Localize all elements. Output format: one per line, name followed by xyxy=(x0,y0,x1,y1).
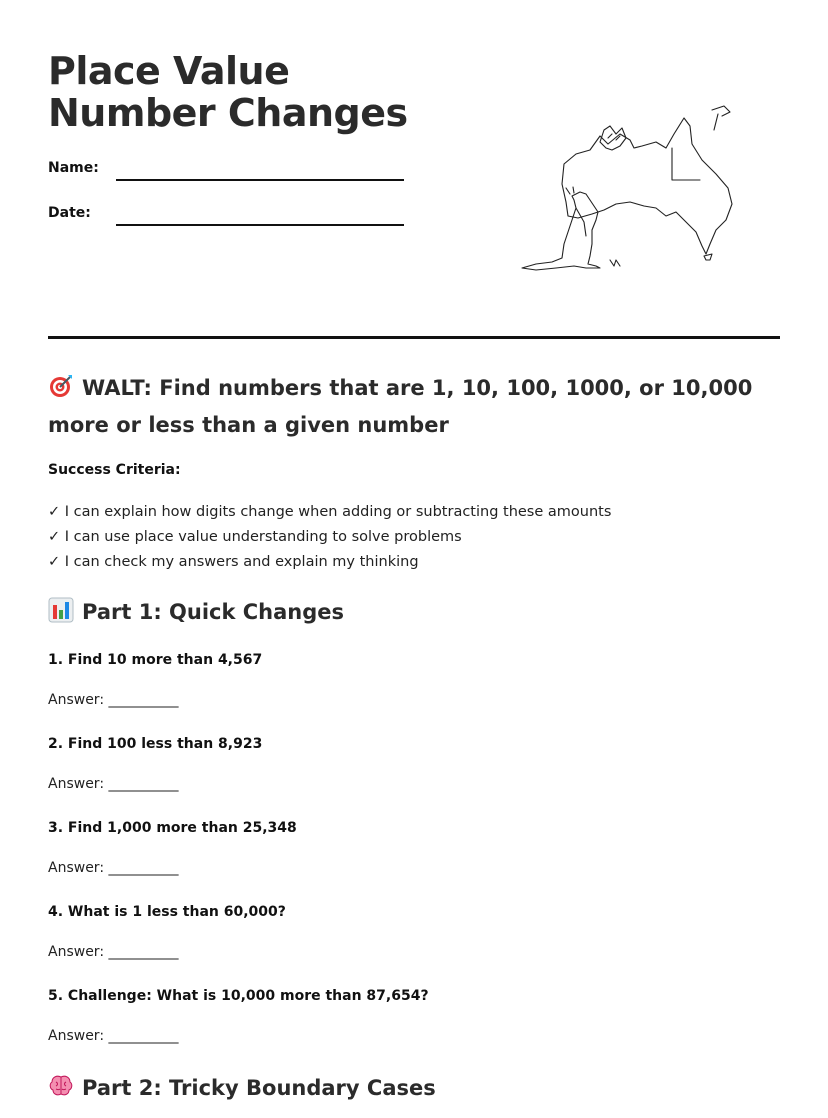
question-5: 5. Challenge: What is 10,000 more than 87,654? xyxy=(48,988,429,1004)
tasmania-outline xyxy=(704,254,712,260)
part2-heading-text: Part 2: Tricky Boundary Cases xyxy=(82,1076,436,1100)
criteria-item: ✓ I can check my answers and explain my thinking xyxy=(48,554,419,570)
question-4: 4. What is 1 less than 60,000? xyxy=(48,904,286,920)
answer-3[interactable]: Answer: __________ xyxy=(48,860,179,876)
walt-text: WALT: Find numbers that are 1, 10, 100, 1000, or 10,000 more or less than a given number xyxy=(48,376,753,437)
section-divider xyxy=(48,336,780,339)
australia-outline xyxy=(562,118,732,254)
australia-kangaroo-illustration xyxy=(516,104,742,276)
answer-2[interactable]: Answer: __________ xyxy=(48,776,179,792)
answer-4[interactable]: Answer: __________ xyxy=(48,944,179,960)
part1-heading-text: Part 1: Quick Changes xyxy=(82,600,345,624)
answer-5[interactable]: Answer: __________ xyxy=(48,1028,179,1044)
koala-tree xyxy=(600,126,626,150)
success-criteria-title: Success Criteria: xyxy=(48,462,181,478)
part2-heading xyxy=(48,1073,436,1103)
target-dart-icon xyxy=(48,373,74,399)
name-line[interactable] xyxy=(116,179,404,181)
question-2: 2. Find 100 less than 8,923 xyxy=(48,736,263,752)
answer-1[interactable]: Answer: __________ xyxy=(48,692,179,708)
signature-mark xyxy=(610,260,620,266)
kangaroo-outline xyxy=(522,192,600,270)
bar-chart-icon xyxy=(48,597,74,623)
walt-heading xyxy=(48,370,778,444)
name-label: Name: xyxy=(48,160,99,176)
page-title: Place Value Number Changes xyxy=(48,49,408,135)
criteria-item: ✓ I can explain how digits change when adding or subtracting these amounts xyxy=(48,504,612,520)
question-1: 1. Find 10 more than 4,567 xyxy=(48,652,263,668)
brain-icon xyxy=(48,1073,74,1099)
date-field[interactable] xyxy=(48,205,408,235)
date-label: Date: xyxy=(48,205,91,221)
question-3: 3. Find 1,000 more than 25,348 xyxy=(48,820,297,836)
state-border xyxy=(672,148,700,180)
criteria-item: ✓ I can use place value understanding to solve problems xyxy=(48,529,462,545)
name-field[interactable] xyxy=(48,160,408,190)
success-criteria-list xyxy=(48,500,611,575)
pickaxe-sketch xyxy=(712,106,730,130)
part1-heading xyxy=(48,597,344,627)
date-line[interactable] xyxy=(116,224,404,226)
